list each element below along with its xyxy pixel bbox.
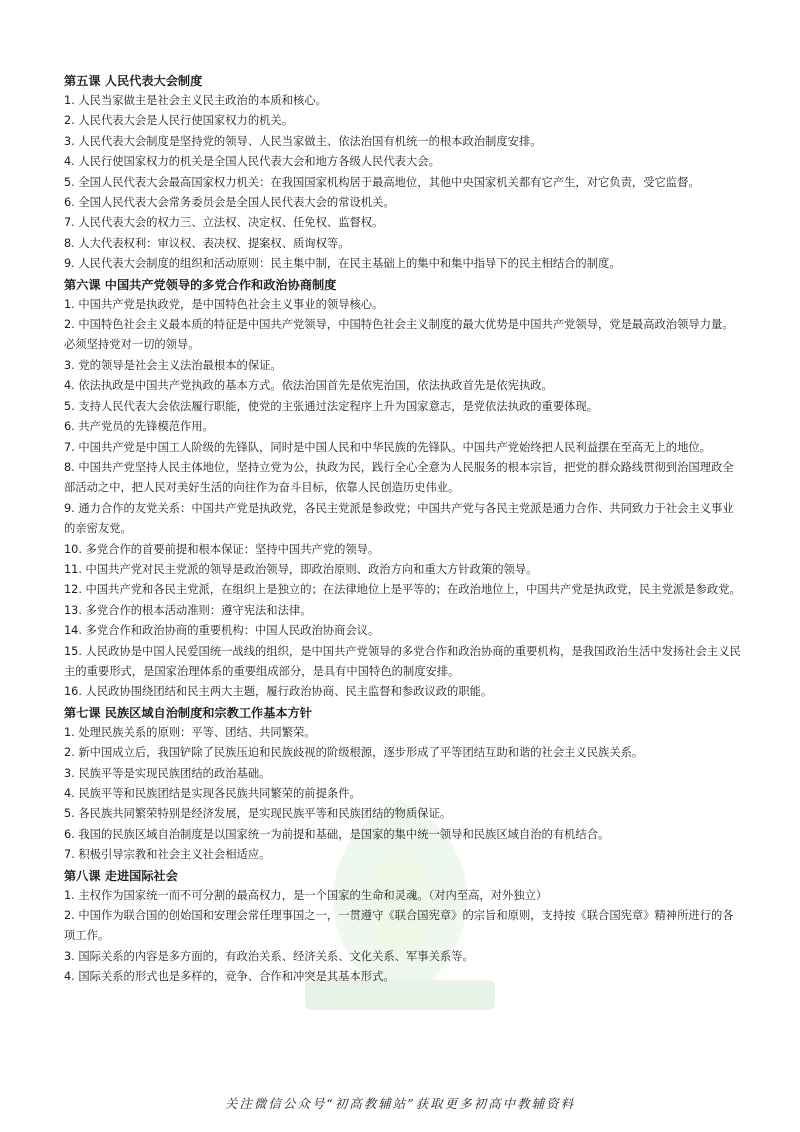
list-item: 7. 中国共产党是中国工人阶级的先锋队，同时是中国人民和中华民族的先锋队。中国共产党始终把人民利益摆在至高无上的地位。 — [64, 440, 712, 454]
list-item: 4. 人民行使国家权力的机关是全国人民代表大会和地方各级人民代表大会。 — [64, 155, 440, 169]
list-item: 5. 各民族共同繁荣特别是经济发展，是实现民族平等和民族团结的物质保证。 — [64, 807, 452, 821]
list-item: 2. 人民代表大会是人民行使国家权力的机关。 — [64, 114, 294, 128]
list-item: 8. 中国共产党坚持人民主体地位，坚持立党为公，执政为民，践行全心全意为人民服务的根本宗旨，把党的群众路线贯彻到治国理政全部活动之中，把人民对美好生活的向往作为奋斗目标，依靠人民创造历史伟业。 — [64, 460, 734, 495]
list-item: 8. 人大代表权利：审议权、表决权、提案权、质询权等。 — [64, 236, 350, 250]
list-item: 6. 我国的民族区域自治制度是以国家统一为前提和基础，是国家的集中统一领导和民族区域自治的有机结合。 — [64, 827, 610, 841]
section-title: 第六课 中国共产党领导的多党合作和政治协商制度 — [64, 277, 337, 292]
list-item: 11. 中国共产党对民主党派的领导是政治领导，即政治原则、政治方向和重大方针政策的领导。 — [64, 562, 538, 576]
list-item: 6. 全国人民代表大会常务委员会是全国人民代表大会的常设机关。 — [64, 196, 395, 210]
list-item: 5. 支持人民代表大会依法履行职能，使党的主张通过法定程序上升为国家意志，是党依法执政的重要体现。 — [64, 399, 599, 413]
list-item: 4. 依法执政是中国共产党执政的基本方式。依法治国首先是依宪治国，依法执政首先是依宪执政。 — [64, 379, 553, 393]
list-item: 13. 多党合作的根本活动准则：遵守宪法和法律。 — [64, 603, 312, 617]
list-item: 9. 通力合作的友党关系：中国共产党是执政党，各民主党派是参政党；中国共产党与各民主党派是通力合作、共同致力于社会主义事业的亲密友党。 — [64, 501, 734, 536]
list-item: 3. 党的领导是社会主义法治最根本的保证。 — [64, 358, 282, 372]
list-item: 2. 中国特色社会主义最本质的特征是中国共产党领导，中国特色社会主义制度的最大优势是中国共产党领导，党是最高政治领导力量。必须坚持党对一切的领导。 — [64, 318, 734, 352]
document-body — [64, 71, 744, 988]
list-item: 6. 共产党员的先锋模范作用。 — [64, 420, 214, 434]
list-item: 1. 中国共产党是执政党，是中国特色社会主义事业的领导核心。 — [64, 297, 384, 311]
section-title: 第五课 人民代表大会制度 — [64, 74, 203, 88]
list-item: 14. 多党合作和政治协商的重要机构：中国人民政治协商会议。 — [64, 624, 380, 638]
list-item: 2. 中国作为联合国的创始国和安理会常任理事国之一，一贯遵守《联合国宪章》的宗旨和原则，支持按《联合国宪章》精神所进行的各项工作。 — [64, 909, 734, 943]
list-item: 3. 人民代表大会制度是坚持党的领导、人民当家做主、依法治国有机统一的根本政治制度安排。 — [64, 134, 542, 148]
list-item: 15. 人民政协是中国人民爱国统一战线的组织，是中国共产党领导的多党合作和政治协商的重要机构，是我国政治生活中发扬社会主义民主的重要形式，是国家治理体系的重要组成部分，是具有中国特色的制度安排。 — [64, 644, 741, 678]
list-item: 1. 人民当家做主是社会主义民主政治的本质和核心。 — [64, 94, 327, 107]
list-item: 7. 积极引导宗教和社会主义社会相适应。 — [64, 848, 271, 862]
list-item: 1. 主权作为国家统一而不可分割的最高权力，是一个国家的生命和灵魂。（对内至高，对外独立） — [64, 888, 548, 902]
list-item: 5. 全国人民代表大会最高国家权力机关：在我国国家机构居于最高地位，其他中央国家机关都有它产生，对它负责，受它监督。 — [64, 175, 700, 189]
list-item: 3. 国际关系的内容是多方面的，有政治关系、经济关系、文化关系、军事关系等。 — [64, 949, 474, 963]
list-item: 16. 人民政协围绕团结和民主两大主题，履行政治协商、民主监督和参政议政的职能。 — [64, 685, 493, 699]
list-item: 4. 民族平等和民族团结是实现各民族共同繁荣的前提条件。 — [64, 787, 361, 800]
list-item: 10. 多党合作的首要前提和根本保证：坚持中国共产党的领导。 — [64, 542, 380, 556]
list-item: 9. 人民代表大会制度的组织和活动原则：民主集中制，在民主基础上的集中和集中指导下的民主相结合的制度。 — [64, 257, 621, 271]
list-item: 1. 处理民族关系的原则：平等、团结、共同繁荣。 — [64, 725, 316, 739]
section-title: 第八课 走进国际社会 — [64, 868, 178, 883]
list-item: 12. 中国共产党和各民主党派，在组织上是独立的；在法律地位上是平等的；在政治地位上，中国共产党是执政党，民主党派是参政党。 — [64, 583, 741, 597]
list-item: 7. 人民代表大会的权力三、立法权、决定权、任免权、监督权。 — [64, 216, 384, 230]
footer-note: 关注微信公众号“初高教辅站”获取更多初高中教辅资料 — [224, 1096, 576, 1111]
list-item: 4. 国际关系的形式也是多样的，竞争、合作和冲突是其基本形式。 — [64, 970, 395, 984]
list-item: 2. 新中国成立后，我国铲除了民族压迫和民族歧视的阶级根源，逐步形成了平等团结互助和谐的社会主义民族关系。 — [64, 746, 644, 760]
list-item: 3. 民族平等是实现民族团结的政治基础。 — [64, 766, 271, 780]
section-title: 第七课 民族区域自治制度和宗教工作基本方针 — [64, 705, 312, 720]
